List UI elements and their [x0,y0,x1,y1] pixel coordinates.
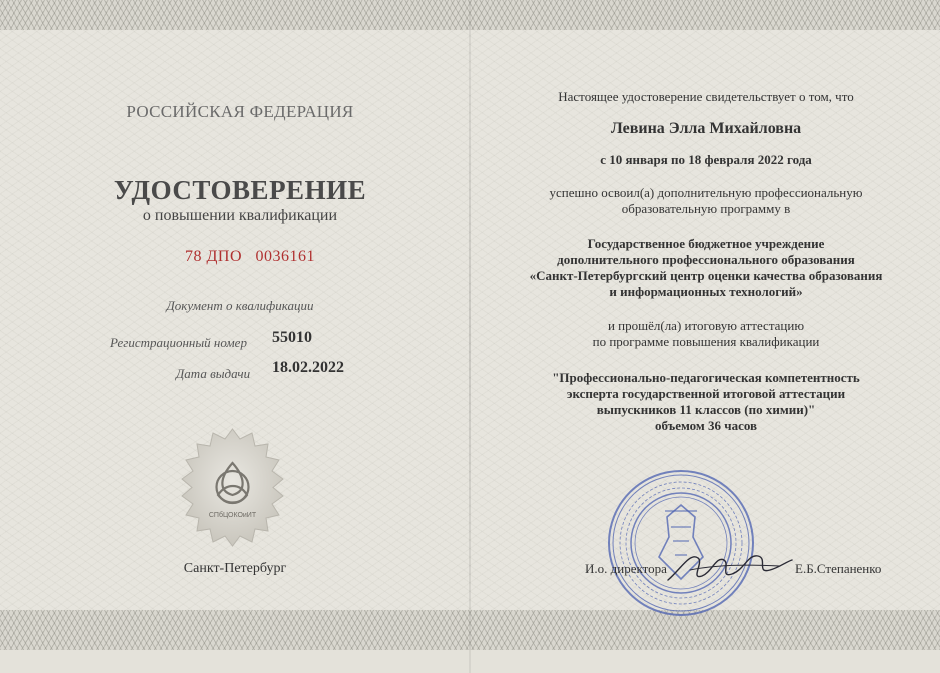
institution-line: Государственное бюджетное учреждение [587,236,825,251]
city-name: Санкт-Петербург [183,561,287,576]
program-line: выпускников 11 классов (по химии)" [596,402,816,417]
program-line: "Профессионально-педагогическая компетентность [552,370,860,385]
attestation-line: и прошёл(ла) итоговую аттестацию [607,318,805,333]
emblem-text: СПбЦОКОиИТ [208,512,257,519]
mastered-line: успешно освоил(а) дополнительную профессиональную [549,185,863,200]
study-period: с 10 января по 18 февраля 2022 года [600,152,812,167]
certificate-intro: Настоящее удостоверение свидетельствует о том, что [558,89,854,104]
registration-number: 55010 [272,329,312,346]
program-line: объемом 36 часов [654,418,758,433]
issue-date: 18.02.2022 [272,359,344,376]
signer-name: Е.Б.Степаненко [795,561,882,576]
signature-icon [660,540,800,590]
registration-label: Регистрационный номер [110,335,247,350]
qualification-doc-label: Документ о квалификации [166,298,314,313]
country-name: РОССИЙСКАЯ ФЕДЕРАЦИЯ [126,102,354,121]
page-fold [469,0,471,673]
serial-number: 78 ДПО 0036161 [185,248,316,265]
issue-date-label: Дата выдачи [176,366,251,381]
acting-director-label: И.о. директора [585,561,667,576]
holder-name: Левина Элла Михайловна [610,120,802,137]
institution-line: дополнительного профессионального образования [557,252,855,267]
embossed-seal-icon [170,425,295,550]
institution-line: «Санкт-Петербургский центр оценки качества образования [529,268,883,283]
document-title: УДОСТОВЕРЕНИЕ [113,175,367,205]
attestation-line: по программе повышения квалификации [592,334,820,349]
mastered-line: образовательную программу в [621,201,791,216]
program-line: эксперта государственной итоговой аттестации [566,386,846,401]
document-subtitle: о повышении квалификации [142,207,338,224]
institution-line: и информационных технологий» [609,284,803,299]
